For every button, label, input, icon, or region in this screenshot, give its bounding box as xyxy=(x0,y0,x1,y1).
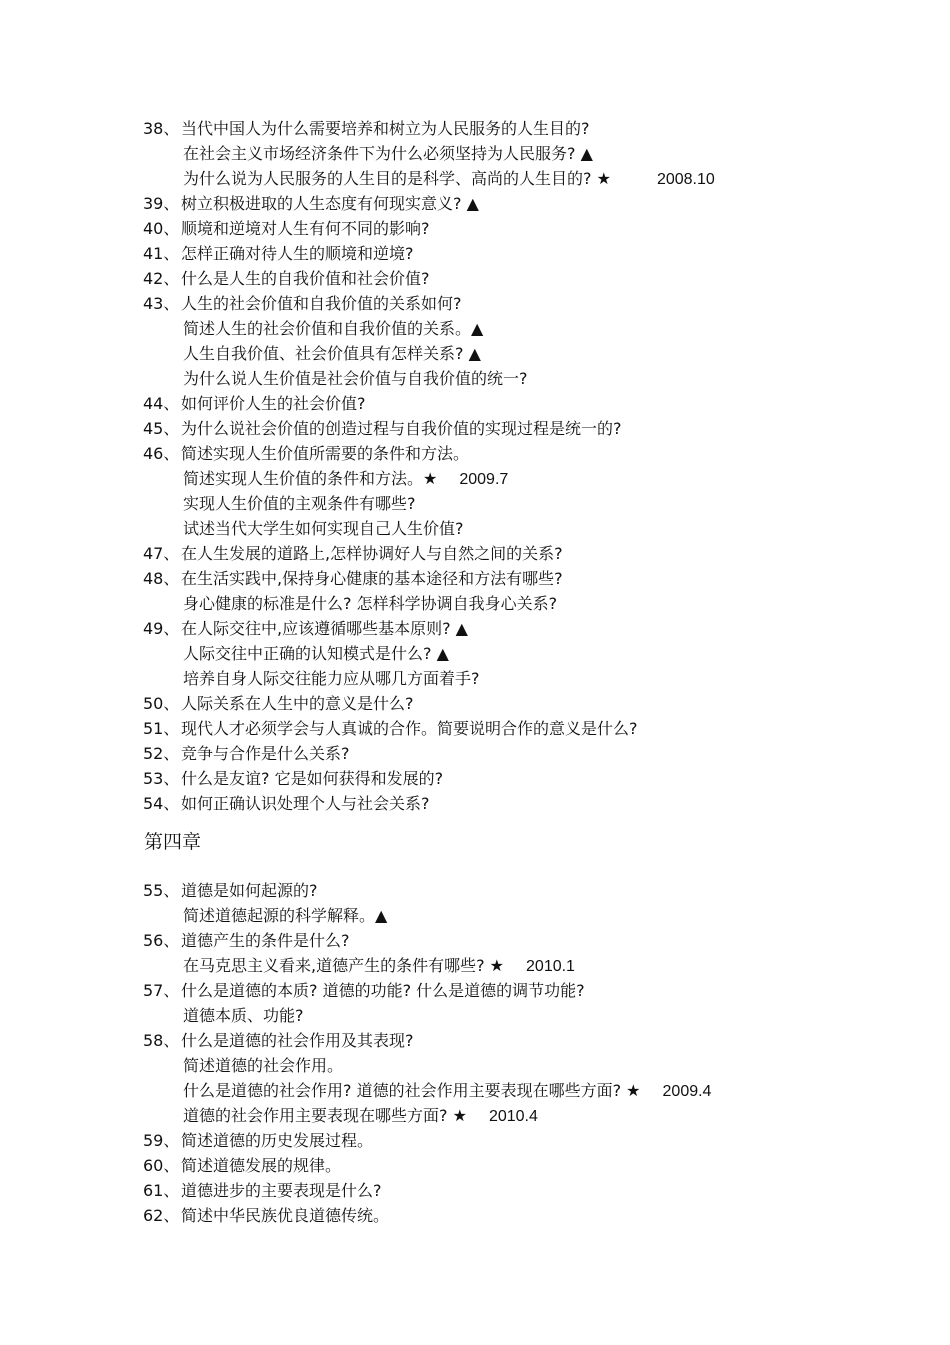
sub-question-body xyxy=(183,591,557,616)
sub-question-text: 人生自我价值、社会价值具有怎样关系? ▲ xyxy=(183,344,481,363)
sub-question-body xyxy=(183,666,480,691)
question-text: 什么是人生的自我价值和社会价值? xyxy=(181,269,430,288)
question-text: 在人际交往中,应该遵循哪些基本原则? ▲ xyxy=(181,619,468,638)
exam-date: 2010.1 xyxy=(526,958,575,975)
sub-question-text: 简述道德起源的科学解释。▲ xyxy=(183,906,388,925)
sub-question-text: 培养自身人际交往能力应从哪几方面着手? xyxy=(183,669,480,688)
question-item xyxy=(0,1178,950,1203)
sub-question-text: 为什么说人生价值是社会价值与自我价值的统一? xyxy=(183,369,528,388)
sub-question xyxy=(0,341,950,366)
question-item xyxy=(0,878,950,903)
sub-question-body xyxy=(183,491,416,516)
question-item xyxy=(0,1028,950,1053)
sub-question xyxy=(0,903,950,928)
question-number: 56、 xyxy=(143,931,180,950)
sub-question xyxy=(0,366,950,391)
sub-question xyxy=(0,141,950,166)
question-item xyxy=(0,391,950,416)
question-number: 59、 xyxy=(143,1131,180,1150)
question-item xyxy=(0,1128,950,1153)
question-number: 44、 xyxy=(143,394,180,413)
sub-question-text: 实现人生价值的主观条件有哪些? xyxy=(183,494,416,513)
question-item xyxy=(0,616,950,641)
question-item xyxy=(0,928,950,953)
sub-question xyxy=(0,316,950,341)
question-number: 50、 xyxy=(143,694,180,713)
question-number: 62、 xyxy=(143,1206,180,1225)
question-text: 简述实现人生价值所需要的条件和方法。 xyxy=(181,444,470,463)
question-number: 42、 xyxy=(143,269,180,288)
sub-question-body xyxy=(183,1053,343,1078)
sub-question-body xyxy=(183,166,715,192)
sub-question-text: 道德的社会作用主要表现在哪些方面? ★ xyxy=(183,1106,467,1125)
question-number: 57、 xyxy=(143,981,180,1000)
document-page xyxy=(0,116,950,1228)
question-text: 人生的社会价值和自我价值的关系如何? xyxy=(181,294,462,313)
sub-question xyxy=(0,466,950,491)
chapter-heading xyxy=(0,816,950,878)
sub-question-body xyxy=(183,466,508,492)
question-item xyxy=(0,191,950,216)
chapter-heading-text: 第四章 xyxy=(144,831,202,853)
question-number: 51、 xyxy=(143,719,180,738)
sub-question-body xyxy=(183,903,387,928)
sub-question-text: 简述人生的社会价值和自我价值的关系。▲ xyxy=(183,319,484,338)
question-item xyxy=(0,766,950,791)
question-number: 38、 xyxy=(143,119,180,138)
sub-question-text: 在马克思主义看来,道德产生的条件有哪些? ★ xyxy=(183,956,505,975)
question-item xyxy=(0,791,950,816)
sub-question-body xyxy=(183,641,449,666)
sub-question-text: 身心健康的标准是什么? 怎样科学协调自我身心关系? xyxy=(183,594,558,613)
question-list-chapter-3 xyxy=(0,116,950,816)
question-number: 54、 xyxy=(143,794,180,813)
question-text: 顺境和逆境对人生有何不同的影响? xyxy=(181,219,430,238)
sub-question-text: 简述道德的社会作用。 xyxy=(183,1056,344,1075)
question-item xyxy=(0,116,950,141)
sub-question xyxy=(0,641,950,666)
question-number: 39、 xyxy=(143,194,180,213)
question-text: 竞争与合作是什么关系? xyxy=(181,744,350,763)
question-text: 为什么说社会价值的创造过程与自我价值的实现过程是统一的? xyxy=(181,419,622,438)
question-number: 41、 xyxy=(143,244,180,263)
question-item xyxy=(0,1153,950,1178)
sub-question-text: 试述当代大学生如何实现自己人生价值? xyxy=(183,519,464,538)
question-item xyxy=(0,241,950,266)
question-text: 怎样正确对待人生的顺境和逆境? xyxy=(181,244,414,263)
sub-question-body xyxy=(183,341,481,366)
question-number: 53、 xyxy=(143,769,180,788)
question-number: 49、 xyxy=(143,619,180,638)
sub-question-body xyxy=(183,366,528,391)
sub-question xyxy=(0,591,950,616)
question-text: 简述中华民族优良道德传统。 xyxy=(181,1206,390,1225)
exam-date: 2010.4 xyxy=(488,1108,538,1125)
sub-question-text: 道德本质、功能? xyxy=(183,1006,304,1025)
question-text: 什么是友谊? 它是如何获得和发展的? xyxy=(181,769,444,788)
question-text: 如何正确认识处理个人与社会关系? xyxy=(181,794,430,813)
question-number: 47、 xyxy=(143,544,180,563)
question-number: 40、 xyxy=(143,219,180,238)
question-number: 43、 xyxy=(143,294,180,313)
sub-question-body xyxy=(183,141,593,166)
question-number: 61、 xyxy=(143,1181,180,1200)
question-item xyxy=(0,566,950,591)
question-item xyxy=(0,741,950,766)
question-text: 简述道德发展的规律。 xyxy=(181,1156,342,1175)
question-number: 45、 xyxy=(143,419,180,438)
exam-date: 2009.4 xyxy=(662,1083,712,1100)
question-text: 现代人才必须学会与人真诚的合作。简要说明合作的意义是什么? xyxy=(181,719,638,738)
sub-question xyxy=(0,1003,950,1028)
question-item xyxy=(0,691,950,716)
sub-question-text: 简述实现人生价值的条件和方法。★ xyxy=(183,469,438,488)
exam-date: 2008.10 xyxy=(656,171,715,188)
question-text: 在生活实践中,保持身心健康的基本途径和方法有哪些? xyxy=(181,569,563,588)
sub-question xyxy=(0,516,950,541)
question-item xyxy=(0,716,950,741)
question-text: 道德是如何起源的? xyxy=(181,881,318,900)
sub-question-body xyxy=(183,1003,304,1028)
question-text: 道德进步的主要表现是什么? xyxy=(181,1181,382,1200)
sub-question-text: 人际交往中正确的认知模式是什么? ▲ xyxy=(183,644,449,663)
question-number: 60、 xyxy=(143,1156,180,1175)
question-text: 树立积极进取的人生态度有何现实意义? ▲ xyxy=(181,194,479,213)
question-item xyxy=(0,216,950,241)
question-text: 人际关系在人生中的意义是什么? xyxy=(181,694,414,713)
question-list-chapter-4 xyxy=(0,878,950,1228)
exam-date: 2009.7 xyxy=(459,471,509,488)
sub-question-text: 在社会主义市场经济条件下为什么必须坚持为人民服务? ▲ xyxy=(183,144,593,163)
question-item xyxy=(0,416,950,441)
question-text: 道德产生的条件是什么? xyxy=(181,931,350,950)
sub-question-body xyxy=(183,516,464,541)
sub-question-body xyxy=(183,1103,538,1129)
question-text: 当代中国人为什么需要培养和树立为人民服务的人生目的? xyxy=(181,119,590,138)
question-number: 46、 xyxy=(143,444,180,463)
question-item xyxy=(0,266,950,291)
question-number: 55、 xyxy=(143,881,180,900)
sub-question-body xyxy=(183,1078,711,1104)
question-item xyxy=(0,291,950,316)
question-item xyxy=(0,1203,950,1228)
question-number: 52、 xyxy=(143,744,180,763)
sub-question xyxy=(0,491,950,516)
sub-question xyxy=(0,1078,950,1103)
question-text: 如何评价人生的社会价值? xyxy=(181,394,366,413)
sub-question xyxy=(0,953,950,978)
sub-question-body xyxy=(183,316,483,341)
sub-question-text: 什么是道德的社会作用? 道德的社会作用主要表现在哪些方面? ★ xyxy=(183,1081,641,1100)
question-text: 什么是道德的本质? 道德的功能? 什么是道德的调节功能? xyxy=(181,981,585,1000)
sub-question-text: 为什么说为人民服务的人生目的是科学、高尚的人生目的? ★ xyxy=(183,169,611,188)
question-text: 在人生发展的道路上,怎样协调好人与自然之间的关系? xyxy=(181,544,563,563)
question-number: 58、 xyxy=(143,1031,180,1050)
sub-question xyxy=(0,1053,950,1078)
sub-question xyxy=(0,1103,950,1128)
question-item xyxy=(0,978,950,1003)
sub-question-body xyxy=(183,953,575,979)
question-number: 48、 xyxy=(143,569,180,588)
sub-question xyxy=(0,166,950,191)
sub-question xyxy=(0,666,950,691)
question-item xyxy=(0,441,950,466)
question-text: 简述道德的历史发展过程。 xyxy=(181,1131,374,1150)
question-item xyxy=(0,541,950,566)
question-text: 什么是道德的社会作用及其表现? xyxy=(181,1031,414,1050)
